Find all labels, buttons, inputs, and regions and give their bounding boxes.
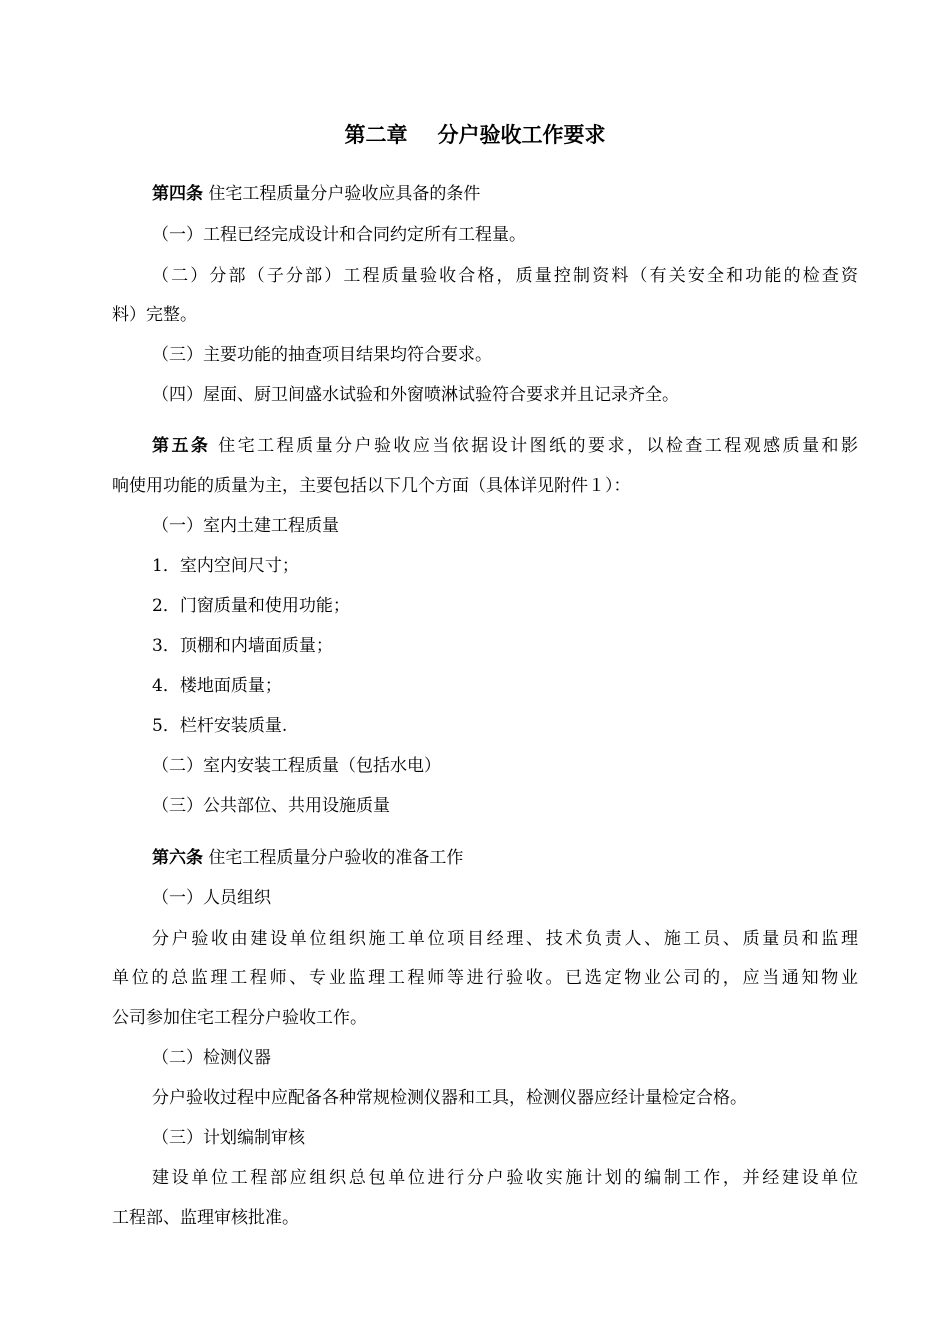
article-6-line-8: 建设单位工程部应组织总包单位进行分户验收实施计划的编制工作，并经建设单位	[152, 1168, 858, 1188]
article-4-label: 第四条	[152, 184, 203, 204]
article-6-line-1: （一）人员组织	[152, 888, 271, 908]
article-6-line-2: 分户验收由建设单位组织施工单位项目经理、技术负责人、施工员、质量员和监理	[152, 929, 858, 949]
article-4-item-1: （一）工程已经完成设计和合同约定所有工程量。	[152, 225, 526, 245]
article-6-line-9: 工程部、监理审核批准。	[112, 1208, 299, 1228]
article-6-heading-text: 住宅工程质量分户验收的准备工作	[208, 848, 464, 868]
article-5-label: 第五条	[152, 436, 211, 456]
article-5-heading-line-1: 住宅工程质量分户验收应当依据设计图纸的要求，以检查工程观感质量和影	[218, 436, 859, 456]
article-5-item-1: （一）室内土建工程质量	[152, 516, 339, 536]
article-5-heading	[152, 434, 858, 458]
chapter-name: 分户验收工作要求	[437, 122, 606, 147]
article-6-line-6: 分户验收过程中应配备各种常规检测仪器和工具，检测仪器应经计量检定合格。	[152, 1088, 747, 1108]
article-4-item-4: （四）屋面、厨卫间盛水试验和外窗喷淋试验符合要求并且记录齐全。	[152, 385, 679, 405]
article-5-subitem-4: 4．楼地面质量；	[152, 676, 282, 696]
article-4-item-3: （三）主要功能的抽查项目结果均符合要求。	[152, 345, 492, 365]
article-5-subitem-1: 1．室内空间尺寸；	[152, 556, 299, 576]
article-4-heading	[152, 182, 480, 206]
chapter-title	[0, 120, 950, 150]
article-5-subitem-2: 2．门窗质量和使用功能；	[152, 596, 350, 616]
article-6-line-5: （二）检测仪器	[152, 1048, 271, 1068]
article-4-item-2-cont: 料）完整。	[112, 305, 197, 325]
article-6-heading	[152, 846, 463, 870]
article-6-line-7: （三）计划编制审核	[152, 1128, 305, 1148]
article-5-item-3: （三）公共部位、共用设施质量	[152, 796, 390, 816]
article-4-item-2: （二）分部（子分部）工程质量验收合格，质量控制资料（有关安全和功能的检查资	[152, 266, 858, 286]
article-6-line-4: 公司参加住宅工程分户验收工作。	[112, 1008, 367, 1028]
article-5-item-2: （二）室内安装工程质量（包括水电）	[152, 756, 441, 776]
article-5-heading-line-2: 响使用功能的质量为主，主要包括以下几个方面（具体详见附件１）：	[112, 476, 631, 496]
article-6-label: 第六条	[152, 848, 203, 868]
chapter-number: 第二章	[344, 122, 408, 147]
article-5-subitem-3: 3．顶棚和内墙面质量；	[152, 636, 333, 656]
article-5-subitem-5: 5．栏杆安装质量.	[152, 716, 288, 736]
article-4-heading-text: 住宅工程质量分户验收应具备的条件	[208, 184, 481, 204]
article-6-line-3: 单位的总监理工程师、专业监理工程师等进行验收。已选定物业公司的，应当通知物业	[112, 968, 858, 988]
